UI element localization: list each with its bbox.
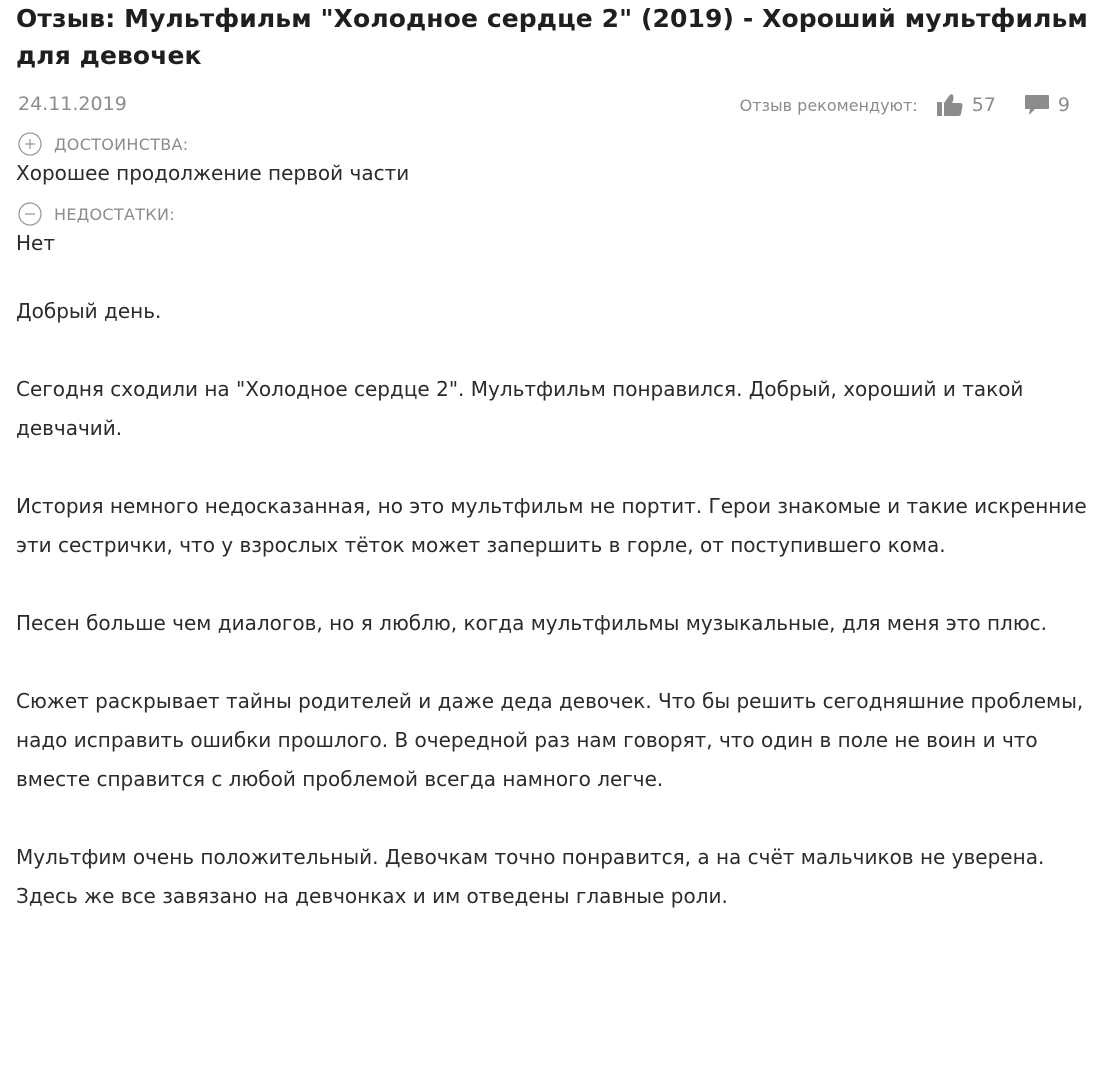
review-title: Отзыв: Мультфильм "Холодное сердце 2" (2019) - Хороший мультфильм для девочек xyxy=(16,4,1088,70)
cons-heading xyxy=(16,202,1112,226)
review-paragraph: Сюжет раскрывает тайны родителей и даже деда девочек. Что бы решить сегодняшние проблемы, надо исправить ошибки прошлого. В очередной раз нам говорят, что один в поле не воин и что вместе справится с любой проблемой всегда намного легче. xyxy=(16,689,1084,791)
comment-bubble-icon xyxy=(1024,94,1050,116)
minus-circle-icon xyxy=(18,202,42,226)
review-paragraph: Песен больше чем диалогов, но я люблю, когда мультфильмы музыкальные, для меня это плюс. xyxy=(16,611,1048,635)
likes-count: 57 xyxy=(971,94,996,116)
review-paragraph: Сегодня сходили на "Холодное сердце 2". Мультфильм понравился. Добрый, хороший и такой девчачий. xyxy=(16,377,1024,440)
pros-heading xyxy=(16,132,1112,156)
review-paragraph: Мультфим очень положительный. Девочкам точно понравится, а на счёт мальчиков не уверена. Здесь же все завязано на девчонках и им отведены главные роли. xyxy=(16,845,1045,908)
pros-text: Хорошее продолжение первой части xyxy=(16,161,410,185)
likes-button[interactable] xyxy=(936,93,1024,117)
review-paragraph: История немного недосказанная, но это мультфильм не портит. Герои знакомые и такие искренние эти сестрички, что у взрослых тёток может запершить в горле, от поступившего кома. xyxy=(16,494,1087,557)
pros-label: ДОСТОИНСТВА: xyxy=(54,134,189,154)
recommend-label: Отзыв рекомендуют: xyxy=(739,95,918,115)
review xyxy=(16,0,1112,955)
review-body xyxy=(16,292,1112,916)
cons-label: НЕДОСТАТКИ: xyxy=(54,204,175,224)
comments-button[interactable] xyxy=(1024,94,1070,116)
review-meta xyxy=(16,87,1112,127)
cons-text: Нет xyxy=(16,231,55,255)
thumbs-up-icon xyxy=(936,93,964,117)
review-date: 24.11.2019 xyxy=(18,93,127,115)
review-stats xyxy=(740,93,1070,117)
comments-count: 9 xyxy=(1057,94,1070,116)
plus-circle-icon xyxy=(18,132,42,156)
review-paragraph: Добрый день. xyxy=(16,299,162,323)
